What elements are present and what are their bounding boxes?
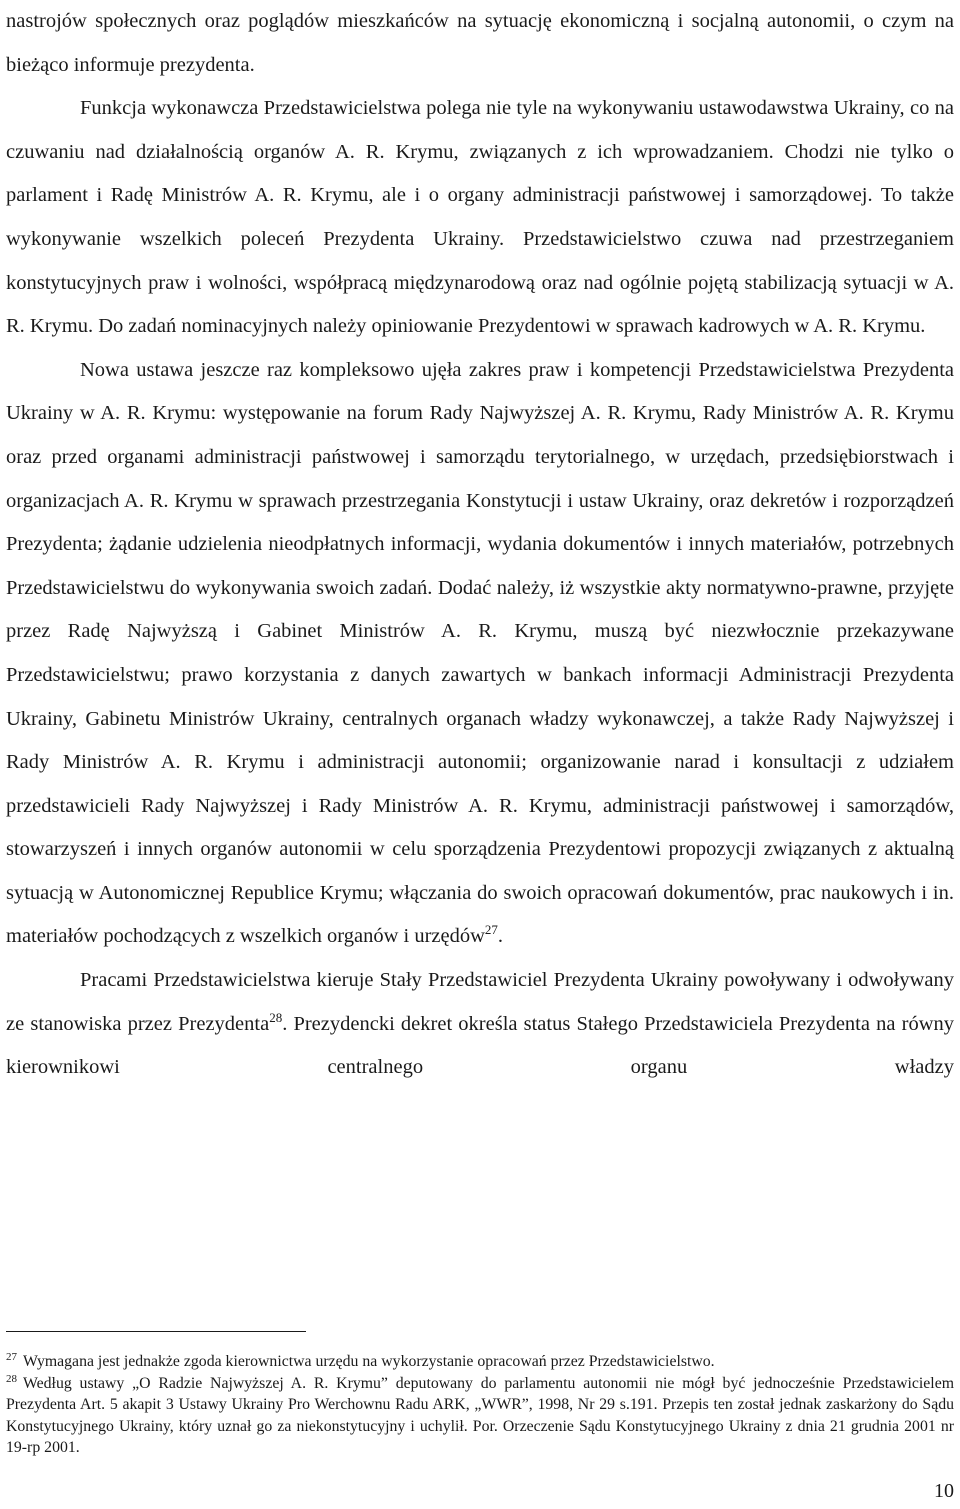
footnote-text-28: Według ustawy „O Radzie Najwyższej A. R. Krymu” deputowany do parlamentu autonomii nie mógł być jednocześnie Przedstawicielem Prezydenta Art. 5 akapit 3 Ustawy Ukrainy Pro Werchownu Radu ARK, „WWR”, 1998, Nr 29 s.191. Przepis ten został jednak zaskarżony do Sądu Konstytucyjnego Ukrainy, który uznał go za niekonstytucyjny i uchylił. Por. Orzeczenie Sądu Konstytucyjnego Ukrainy z dnia 21 grudnia 2001 nr 19-rp 2001.: [6, 1374, 954, 1456]
footnote-27: [6, 1351, 954, 1373]
paragraph-continuation: nastrojów społecznych oraz poglądów mieszkańców na sytuację ekonomiczną i socjalną autonomii, o czym na bieżąco informuje prezydenta.: [6, 10, 954, 76]
paragraph-executive-function: Funkcja wykonawcza Przedstawicielstwa polega nie tyle na wykonywaniu ustawodawstwa Ukrainy, co na czuwaniu nad działalnością organów A. R. Krymu, związanych z ich wprowadzaniem. Chodzi nie tylko o parlament i Radę Ministrów A. R. Krymu, ale i o organy administracji państwowej i samorządowej. To także wykonywanie wszelkich poleceń Prezydenta Ukrainy. Przedstawicielstwo czuwa nad przestrzeganiem konstytucyjnych praw i wolności, współpracą międzynarodową oraz nad ogólnie pojętą stabilizacją sytuacji w A. R. Krymu. Do zadań nominacyjnych należy opiniowanie Prezydentowi w sprawach kadrowych w A. R. Krymu.: [6, 97, 954, 338]
paragraph-new-law: [6, 349, 954, 959]
paragraph-new-law-text: Nowa ustawa jeszcze raz kompleksowo ujęła zakres praw i kompetencji Przedstawicielstwa Prezydenta Ukrainy w A. R. Krymu: występowanie na forum Rady Najwyższej A. R. Krymu, Rady Ministrów A. R. Krymu oraz przed organami administracji państwowej i samorządu terytorialnego, w urzędach, przedsiębiorstwach i organizacjach A. R. Krymu w sprawach przestrzegania Konstytucji i ustaw Ukrainy, oraz dekretów i rozporządzeń Prezydenta; żądanie udzielenia nieodpłatnych informacji, wydania dokumentów i innych materiałów, potrzebnych Przedstawicielstwu do wykonywania swoich zadań. Dodać należy, iż wszystkie akty normatywno-prawne, przyjęte przez Radę Najwyższą i Gabinet Ministrów A. R. Krymu, muszą być niezwłocznie przekazywane Przedstawicielstwu; prawo korzystania z danych zawartych w bankach informacji Administracji Prezydenta Ukrainy, Gabinetu Ministrów Ukrainy, centralnych organach władzy wykonawczej, a także Rady Najwyższej i Rady Ministrów A. R. Krymu i administracji autonomii; organizowanie narad i konsultacji z udziałem przedstawicieli Rady Najwyższej i Rady Ministrów A. R. Krymu, administracji państwowej i samorządów, stowarzyszeń i innych organów autonomii w celu sporządzenia Prezydentowi propozycji związanych z aktualną sytuacją w Autonomicznej Republice Krymu; włączania do swoich opracowań dokumentów, prac naukowych i in. materiałów pochodzących z wszelkich organów i urzędów: [6, 358, 954, 948]
footnote-ref-28[interactable]: 28: [269, 1009, 283, 1025]
document-body: [6, 0, 954, 1090]
paragraph-permanent-representative-end: . Prezydencki dekret określa status Stałego Przedstawiciela Prezydenta na równy kierownikowi centralnego organu władzy: [6, 1012, 954, 1079]
page-number: 10: [934, 1480, 954, 1502]
paragraph-new-law-end: .: [497, 925, 504, 948]
paragraph-permanent-representative: [6, 959, 954, 1090]
footnote-separator: [6, 1331, 306, 1332]
footnote-ref-27[interactable]: 27: [484, 922, 498, 938]
footnote-28: [6, 1373, 954, 1459]
paragraph-permanent-representative-text: Pracami Przedstawicielstwa kieruje Stały Przedstawiciel Prezydenta Ukrainy powoływany i odwoływany ze stanowiska przez Prezydenta: [6, 969, 954, 1035]
footnotes: [6, 1351, 954, 1459]
footnote-text-27: Wymagana jest jednakże zgoda kierownictwa urzędu na wykorzystanie opracowań przez Przedstawicielstwo.: [23, 1353, 715, 1370]
footnote-marker-27: 27: [6, 1351, 17, 1363]
footnote-marker-28: 28: [6, 1372, 17, 1385]
